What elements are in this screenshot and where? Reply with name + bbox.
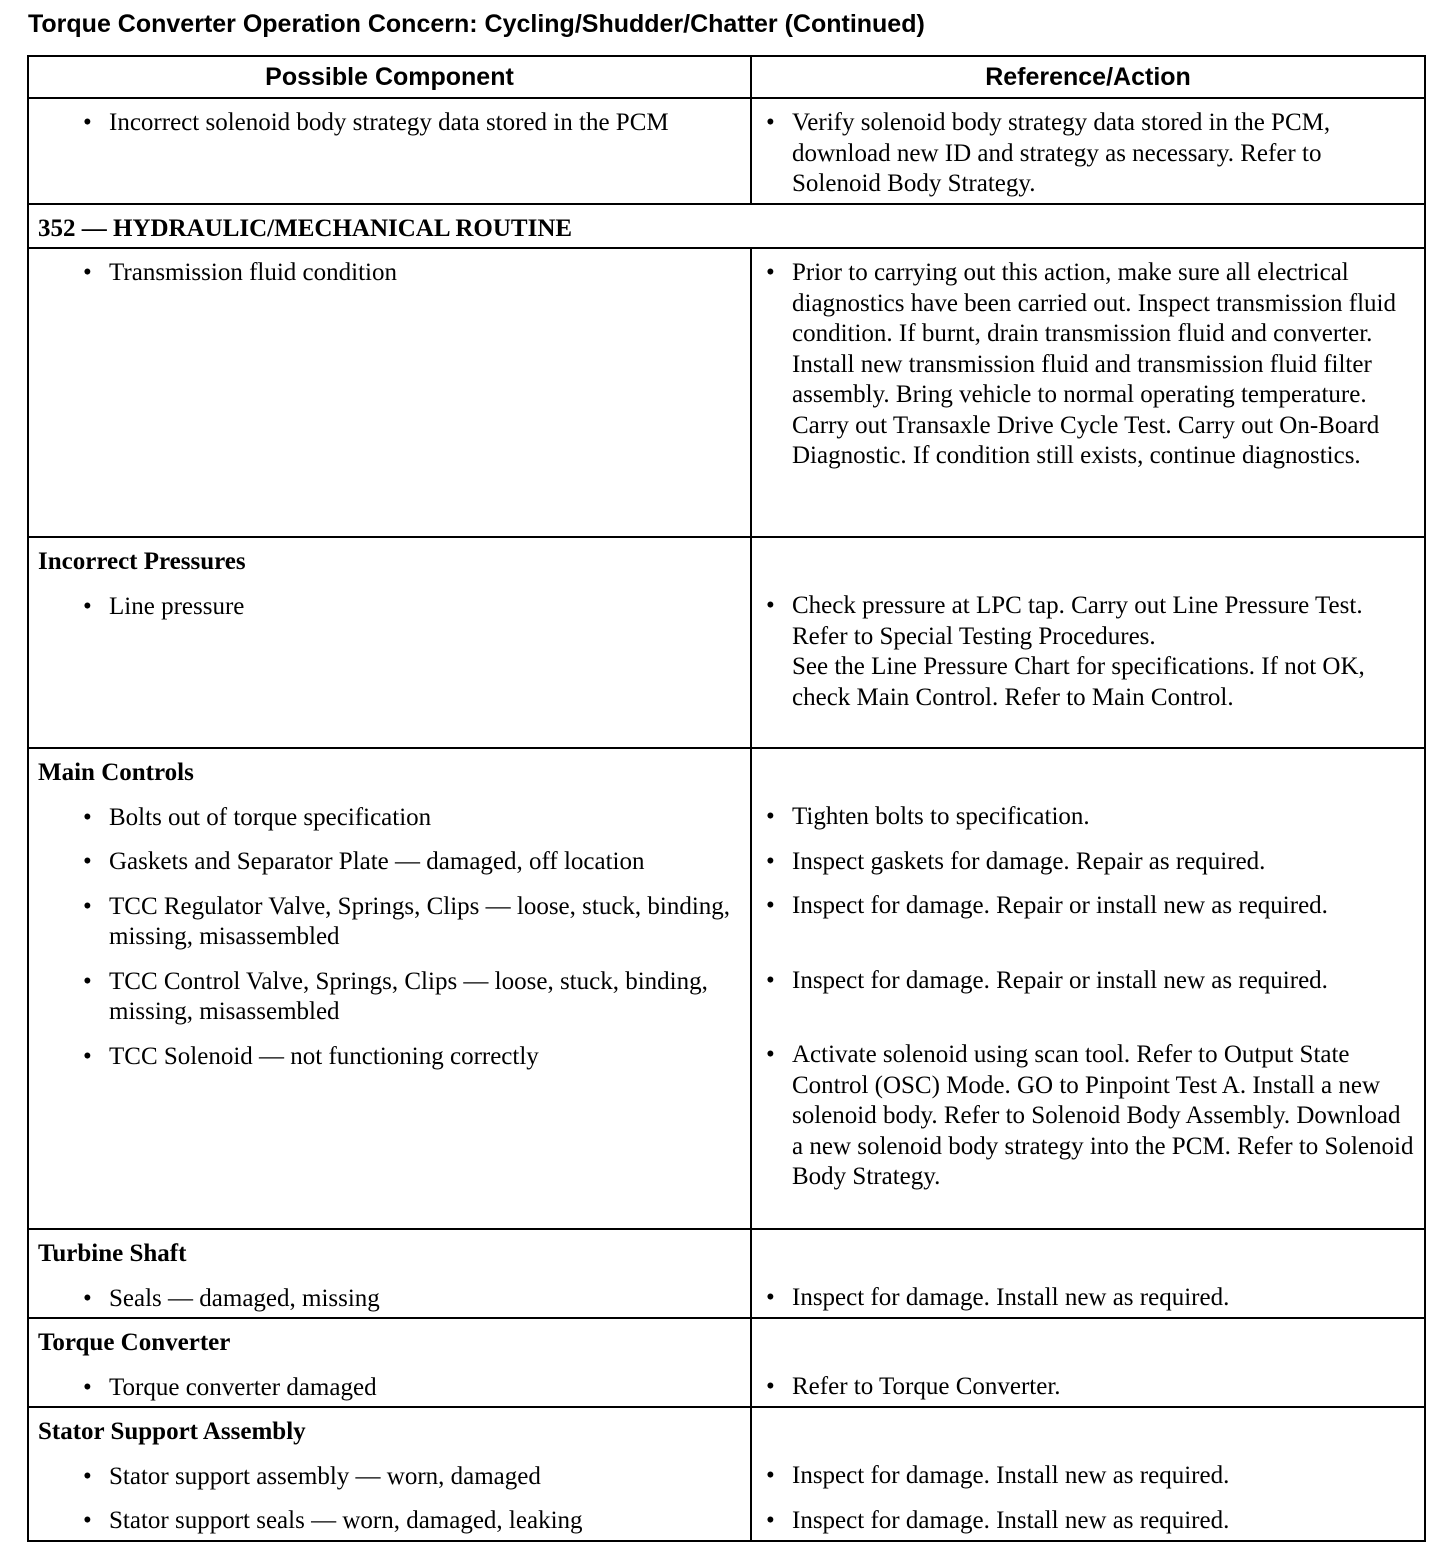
action-line: • Check pressure at LPC tap. Carry out Line Pressure Test. Refer to Special Testing Procedures. [792,592,1363,650]
table-row [28,248,1425,537]
component-item: • Bolts out of torque specification [29,803,750,834]
component-item: • Stator support assembly — worn, damaged [29,1462,750,1493]
action-item: • Verify solenoid body strategy data stored in the PCM, download new ID and strategy as necessary. Refer to Solenoid Body Strategy. [752,108,1424,200]
action-item: • Inspect gaskets for damage. Repair as required. [752,847,1424,878]
action-item: • Tighten bolts to specification. [752,802,1424,833]
component-item: • Gaskets and Separator Plate — damaged, off location [29,847,750,878]
table-row [28,1318,1425,1407]
page-title: Torque Converter Operation Concern: Cycling/Shudder/Chatter (Continued) [28,10,925,38]
action-item: • Activate solenoid using scan tool. Refer to Output State Control (OSC) Mode. GO to Pinpoint Test A. Install a new solenoid body. Refer to Solenoid Body Assembly. Download a new solenoid body strategy into the PCM. Refer to Solenoid Body Strategy. [752,1040,1424,1193]
table-row [28,1407,1425,1541]
group-heading-pressures: Incorrect Pressures [38,548,246,575]
action-item: • Refer to Torque Converter. [752,1372,1424,1403]
action-item: • Prior to carrying out this action, make sure all electrical diagnostics have been carried out. Inspect transmission fluid condition. If burnt, drain transmission fluid and converter. Install new transmission fluid and transmission fluid filter assembly. Bring vehicle to normal operating temperature. Carry out Transaxle Drive Cycle Test. Carry out On-Board Diagnostic. If condition still exists, continue diagnostics. [752,258,1424,472]
table-row [28,98,1425,204]
table-row [28,1229,1425,1318]
component-item: • Stator support seals — worn, damaged, leaking [29,1506,750,1537]
component-item: • TCC Regulator Valve, Springs, Clips — loose, stuck, binding, missing, misassembled [29,892,750,953]
group-heading-turbine: Turbine Shaft [38,1240,187,1267]
action-item: • Inspect for damage. Install new as required. [752,1461,1424,1492]
component-item: • TCC Control Valve, Springs, Clips — loose, stuck, binding, missing, misassembled [29,967,750,1028]
table-row [28,537,1425,748]
action-item: • Inspect for damage. Install new as required. [752,1506,1424,1537]
action-line: See the Line Pressure Chart for specifications. If not OK, check Main Control. Refer to Main Control. [792,653,1365,711]
component-item: • Seals — damaged, missing [29,1284,750,1315]
table-row [28,748,1425,1229]
action-item: • Inspect for damage. Repair or install new as required. [752,966,1424,997]
group-heading-converter: Torque Converter [38,1329,231,1356]
group-heading-stator: Stator Support Assembly [38,1418,306,1445]
component-item: • Transmission fluid condition [29,258,750,289]
column-header-component: Possible Component [28,56,751,98]
component-item: • TCC Solenoid — not functioning correctly [29,1042,750,1073]
action-item: • Inspect for damage. Repair or install new as required. [752,891,1424,922]
component-item: • Torque converter damaged [29,1373,750,1404]
table-header-row [28,56,1425,98]
action-item: • Inspect for damage. Install new as required. [752,1283,1424,1314]
diagnostic-table [27,55,1426,1542]
section-row [28,204,1425,248]
section-heading-352: 352 — HYDRAULIC/MECHANICAL ROUTINE [28,204,1425,248]
group-heading-main-controls: Main Controls [38,759,194,786]
component-item: • Line pressure [29,592,750,623]
component-item: • Incorrect solenoid body strategy data stored in the PCM [29,108,750,139]
action-item [752,591,1424,713]
column-header-action: Reference/Action [751,56,1425,98]
